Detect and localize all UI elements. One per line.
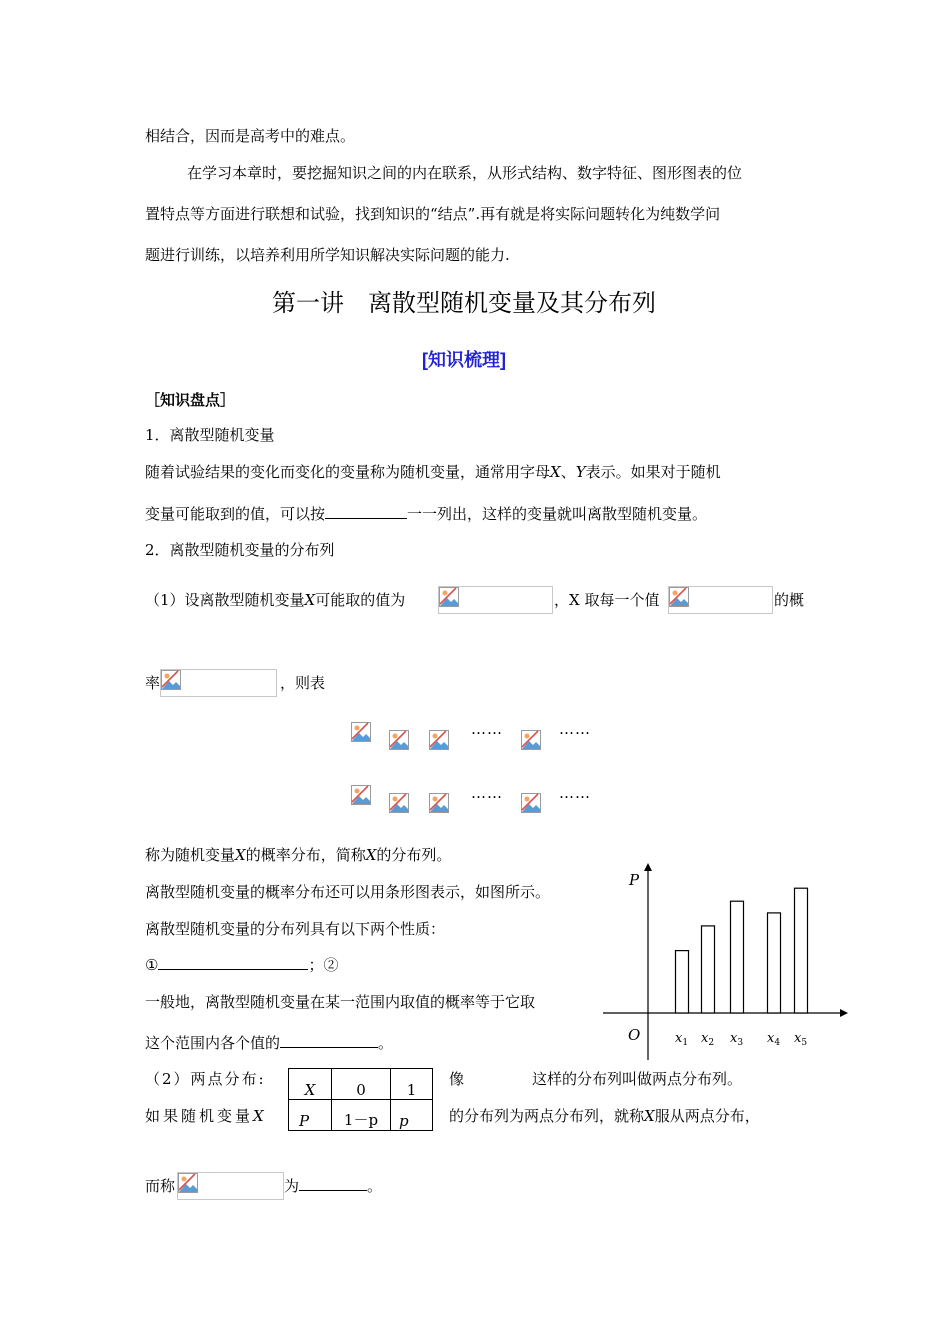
y-axis-label: P (629, 871, 640, 889)
ellipsis: …… (471, 784, 503, 802)
two-point-if: 如果随机变量X (145, 1107, 267, 1125)
section-2-paragraph-4: 离散型随机变量的概率分布还可以用条形图表示，如图所示。 (145, 883, 551, 901)
fill-blank (280, 1033, 378, 1048)
bar (795, 888, 808, 1013)
broken-image-icon (351, 785, 371, 805)
broken-image-icon (161, 670, 181, 690)
broken-image-icon (351, 722, 371, 742)
section-2-paragraph-8: 这个范围内各个值的 。 (145, 1034, 394, 1052)
section-2-line-1b: ，X 取每一个值 (554, 591, 660, 609)
bar-chart (598, 855, 853, 1065)
broken-image-icon (178, 1173, 198, 1193)
two-point-def: 的分布列为两点分布列，就称X服从两点分布， (449, 1107, 760, 1125)
section-1-heading: 1．离散型随机变量 (145, 426, 275, 444)
table-cell: P (289, 1100, 332, 1131)
ellipsis: …… (471, 720, 503, 738)
broken-image-icon (429, 793, 449, 813)
x-tick-label: $x_5$ (794, 1031, 808, 1048)
bar (768, 913, 781, 1013)
two-point-text: 这样的分布列叫做两点分布列。 (532, 1070, 743, 1088)
intro-line-3: 置特点等方面进行联想和试验，找到知识的“结点”.再有就是将实际问题转化为纯数学问 (145, 205, 721, 223)
section-2-paragraph-6: ① ；② (145, 956, 339, 974)
broken-image-icon (521, 793, 541, 813)
broken-image-icon (669, 587, 689, 607)
x-tick-label: $x_4$ (767, 1031, 781, 1048)
x-axis-arrow (840, 1009, 848, 1017)
table-cell: X (289, 1069, 332, 1100)
fill-blank (325, 504, 407, 519)
broken-image-icon (429, 730, 449, 750)
ellipsis: …… (559, 784, 591, 802)
section-1-paragraph-line-2: 变量可能取到的值，可以按 一一列出，这样的变量就叫离散型随机变量。 (145, 505, 708, 523)
two-point-like: 像 (449, 1070, 465, 1088)
knowledge-heading: [知识梳理] (422, 350, 506, 370)
broken-image-icon (389, 730, 409, 750)
lecture-title: 第一讲 离散型随机变量及其分布列 (272, 289, 656, 317)
x-tick-label: $x_2$ (701, 1031, 715, 1048)
x-tick-label: $x_3$ (730, 1031, 744, 1048)
intro-line-1: 相结合，因而是高考中的难点。 (145, 127, 356, 145)
intro-line-4: 题进行训练，以培养利用所学知识解决实际问题的能力. (145, 246, 510, 264)
broken-image-icon (439, 587, 459, 607)
broken-image-icon (521, 730, 541, 750)
fill-blank (158, 955, 308, 970)
section-2-line-1a: （1）设离散型随机变量X可能取的值为 (145, 591, 406, 609)
table-cell: 1－p (332, 1100, 391, 1131)
section-2-line-2b: ，则表 (280, 674, 326, 692)
origin-label: O (628, 1026, 641, 1044)
two-point-call: 而称 (145, 1177, 176, 1195)
intro-line-2: 在学习本章时，要挖掘知识之间的内在联系，从形式结构、数字特征、图形图表的位 (187, 164, 743, 182)
section-2-paragraph-5: 离散型随机变量的分布列具有以下两个性质： (145, 920, 446, 938)
bar (676, 951, 689, 1013)
fill-blank (299, 1176, 367, 1191)
formula-image-placeholder (438, 586, 553, 614)
two-point-as: 为 。 (284, 1177, 383, 1195)
section-2-paragraph-3: 称为随机变量X的概率分布，简称X的分布列。 (145, 846, 452, 864)
formula-image-placeholder (160, 669, 277, 697)
section-2-heading: 2．离散型随机变量的分布列 (145, 541, 335, 559)
table-cell: 1 (391, 1069, 433, 1100)
section-2-line-1c: 的概 (774, 591, 805, 609)
inventory-heading: ［知识盘点］ (145, 391, 236, 409)
broken-image-icon (389, 793, 409, 813)
section-1-paragraph-line-1: 随着试验结果的变化而变化的变量称为随机变量，通常用字母X、Y表示。如果对于随机 (145, 463, 721, 481)
ellipsis: …… (559, 720, 591, 738)
formula-image-placeholder (668, 586, 773, 614)
two-point-heading: （2）两点分布: (145, 1070, 266, 1088)
two-point-table (288, 1068, 433, 1131)
formula-image-placeholder (177, 1172, 284, 1200)
table-cell: 0 (332, 1069, 391, 1100)
bar (702, 926, 715, 1013)
y-axis-arrow (644, 863, 652, 871)
section-2-line-2a: 率 (145, 674, 161, 692)
section-2-paragraph-7: 一般地，离散型随机变量在某一范围内取值的概率等于它取 (145, 993, 536, 1011)
table-cell: p (391, 1100, 433, 1131)
bar (731, 901, 744, 1013)
x-tick-label: $x_1$ (675, 1031, 689, 1048)
